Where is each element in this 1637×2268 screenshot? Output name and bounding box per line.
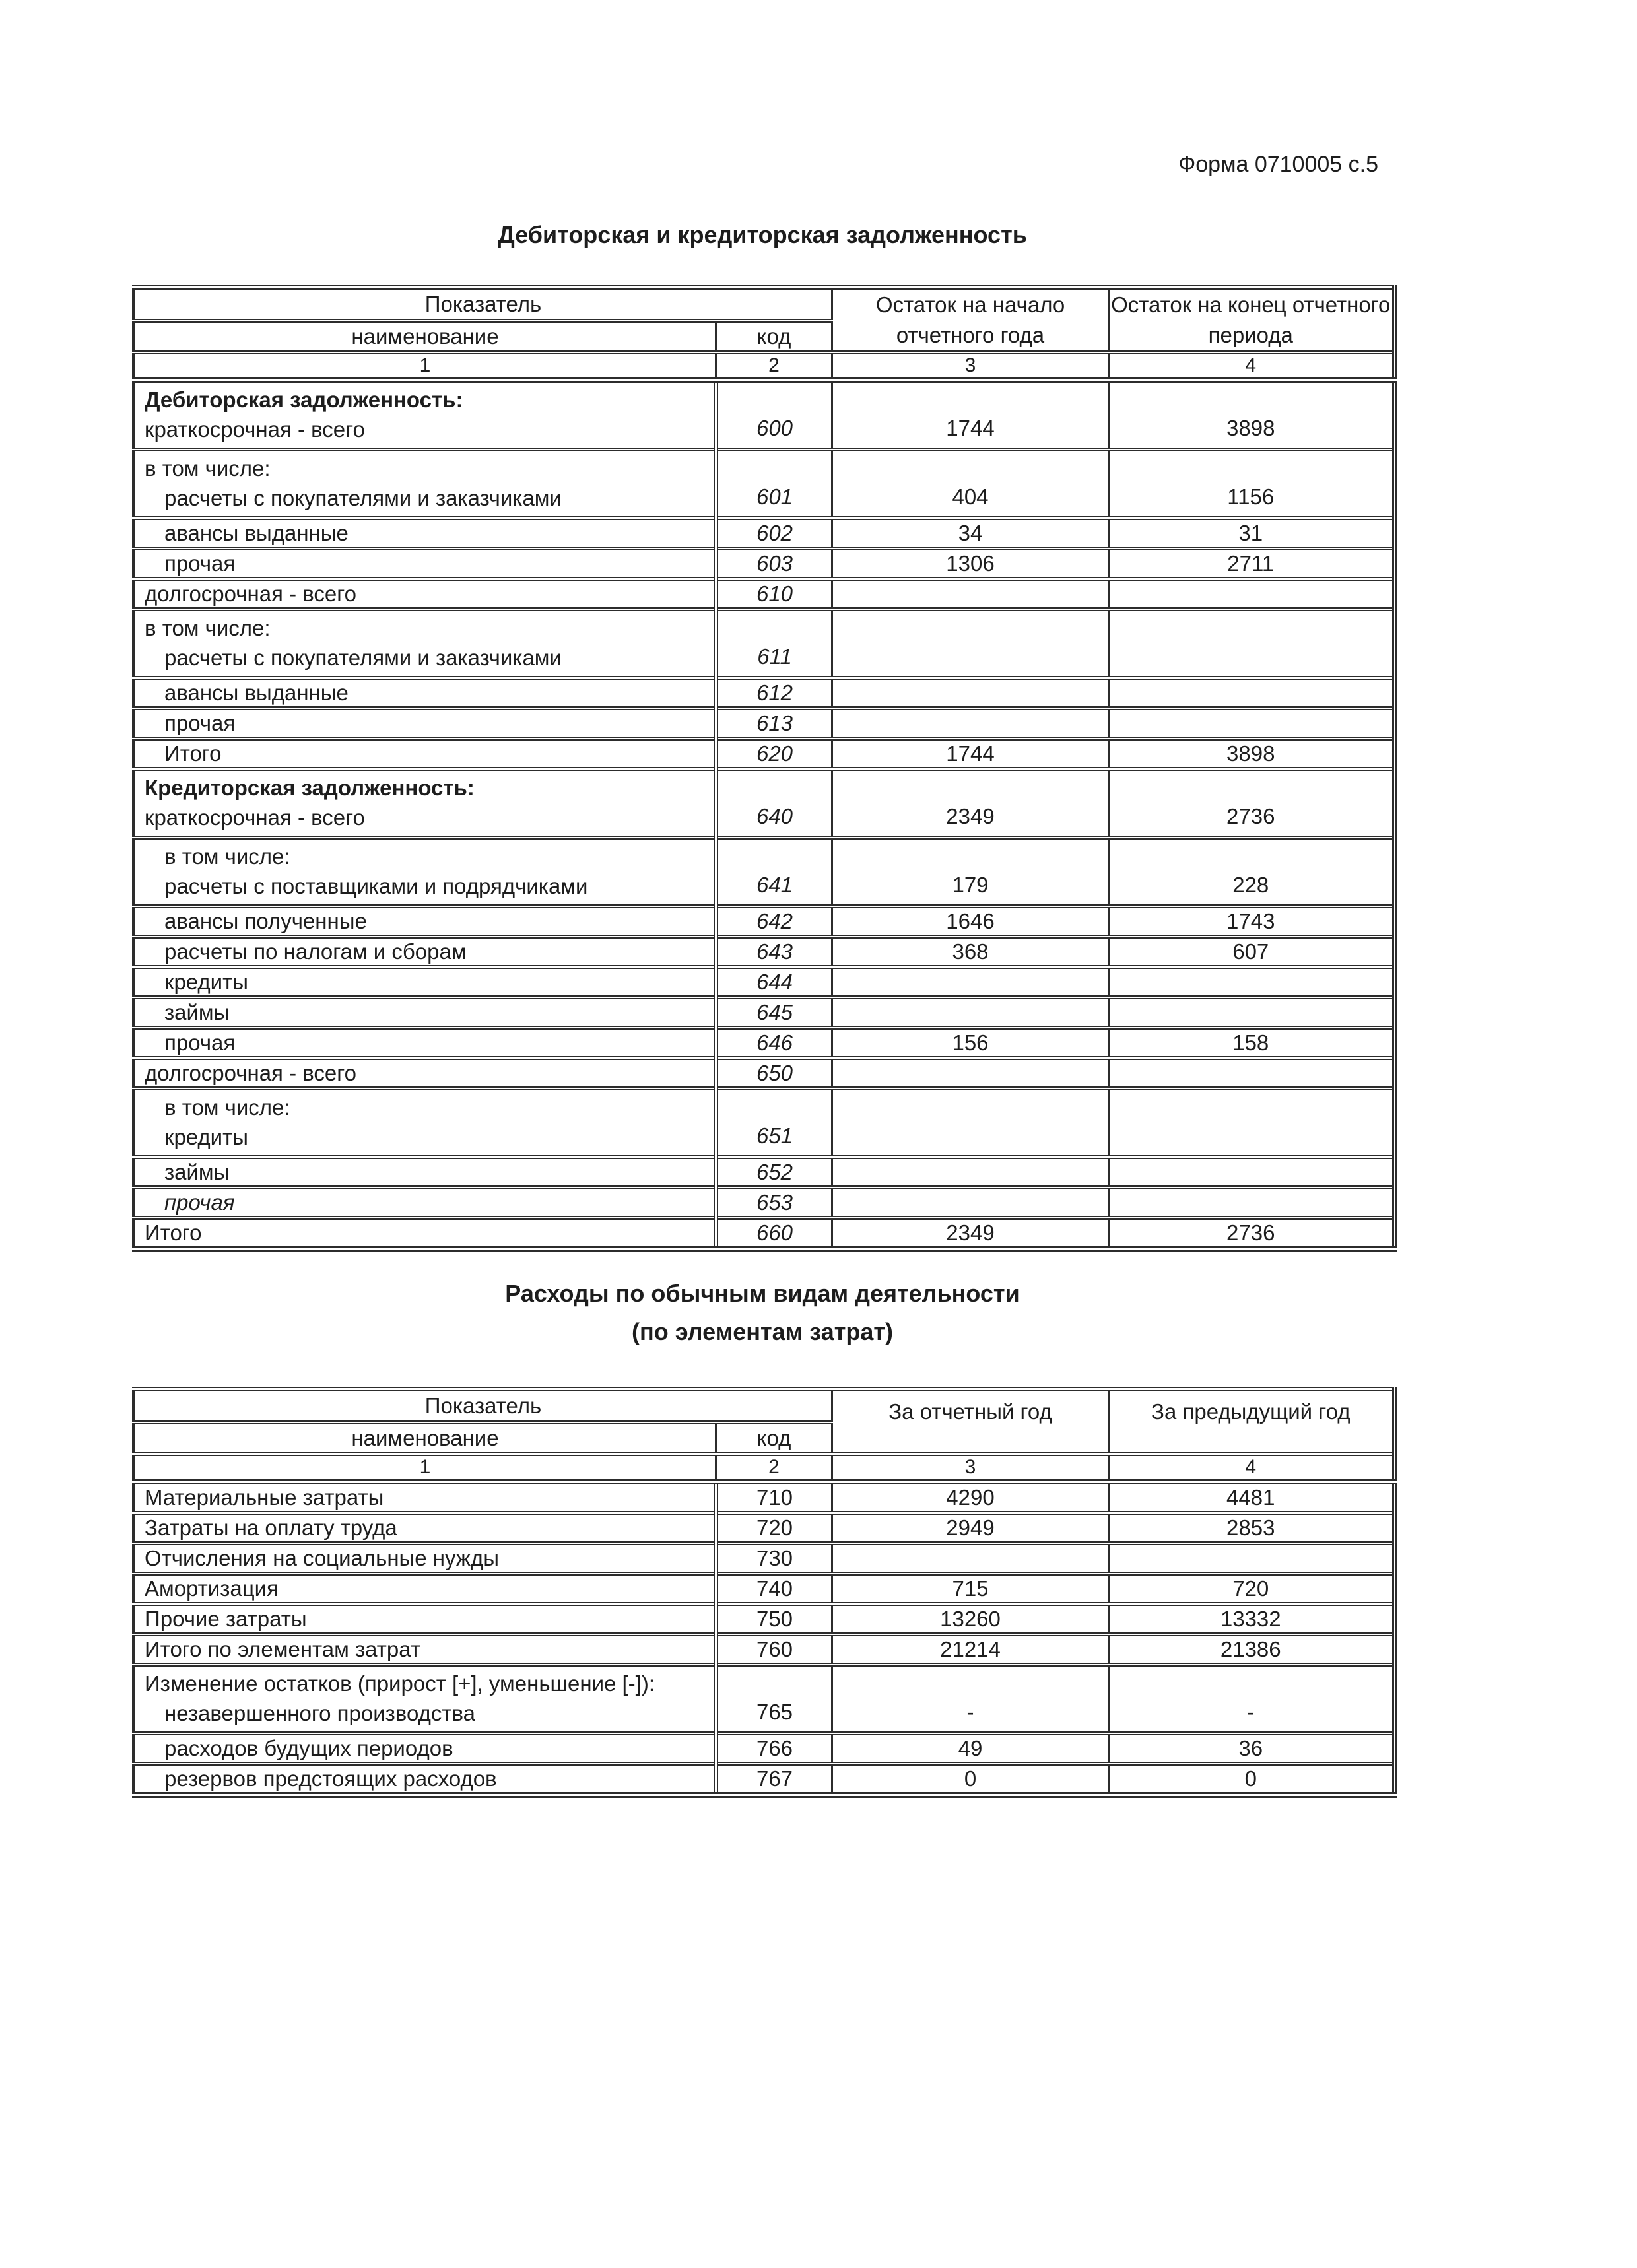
row-label-main-line: Затраты на оплату труда: [145, 1516, 397, 1540]
row-label: [134, 1543, 716, 1574]
row-label-main-line: авансы выданные: [164, 681, 349, 705]
row-value-col4: 607: [1109, 937, 1395, 967]
row-label: [134, 739, 716, 769]
row-value-col4: 1156: [1109, 450, 1395, 518]
row-value-col3: 1646: [832, 906, 1109, 937]
table-row: [134, 1482, 1395, 1514]
row-code: 652: [716, 1157, 832, 1187]
table-row: [134, 906, 1395, 937]
row-label-main-line: незавершенного производства: [164, 1701, 475, 1725]
row-label-main-line: Материальные затраты: [145, 1485, 384, 1510]
table-row: [134, 1764, 1395, 1795]
row-label: [134, 1634, 716, 1665]
row-label: [134, 1513, 716, 1543]
row-value-col3: 21214: [832, 1634, 1109, 1665]
table-row: [134, 937, 1395, 967]
row-code: 620: [716, 739, 832, 769]
row-value-col4: [1109, 997, 1395, 1028]
table1-header-name: наименование: [134, 321, 716, 352]
table2-colnum-3: 3: [832, 1454, 1109, 1482]
table-row: [134, 967, 1395, 997]
table-row: [134, 1574, 1395, 1604]
row-value-col4: [1109, 579, 1395, 609]
table-row: [134, 609, 1395, 678]
row-value-col3: [832, 997, 1109, 1028]
row-label-main-line: краткосрочная - всего: [145, 805, 365, 830]
row-value-col4: 158: [1109, 1028, 1395, 1058]
row-label-main-line: Отчисления на социальные нужды: [145, 1546, 499, 1570]
row-label-group-line: в том числе:: [164, 844, 290, 869]
table-row: [134, 1604, 1395, 1634]
row-value-col3: 34: [832, 518, 1109, 549]
table2-colnum-1: 1: [134, 1454, 716, 1482]
row-code: 651: [716, 1088, 832, 1157]
row-value-col3: [832, 967, 1109, 997]
row-label-main-line: расходов будущих периодов: [164, 1736, 453, 1760]
row-value-col3: [832, 579, 1109, 609]
row-value-col3: 156: [832, 1028, 1109, 1058]
row-label: [134, 967, 716, 997]
row-label-main-line: Итого: [145, 1220, 202, 1245]
row-label: [134, 609, 716, 678]
row-label-main-line: кредиты: [164, 1125, 248, 1149]
table1-title: Дебиторская и кредиторская задолженность: [498, 221, 1027, 248]
row-value-col3: [832, 1058, 1109, 1088]
row-label-main-line: кредиты: [164, 970, 248, 994]
table-row: [134, 708, 1395, 739]
row-value-col3: [832, 708, 1109, 739]
row-label: [134, 518, 716, 549]
table2-title-line1: Расходы по обычным видам деятельности: [505, 1280, 1020, 1307]
table-row: [134, 518, 1395, 549]
table-row: [134, 380, 1395, 450]
row-code: 642: [716, 906, 832, 937]
row-code: 650: [716, 1058, 832, 1088]
row-value-col3: [832, 1543, 1109, 1574]
row-label-main-line: прочая: [164, 551, 236, 576]
row-label: [134, 906, 716, 937]
table-row: [134, 1634, 1395, 1665]
table-row: [134, 1218, 1395, 1250]
row-code: 645: [716, 997, 832, 1028]
row-value-col4: 1743: [1109, 906, 1395, 937]
table1-header-closing-balance: Остаток на конец отчетного периода: [1109, 288, 1395, 353]
row-label-main-line: Итого по элементам затрат: [145, 1637, 420, 1661]
row-label: [134, 1187, 716, 1218]
row-value-col4: [1109, 1088, 1395, 1157]
form-number-label: Форма 0710005 с.5: [1178, 152, 1378, 177]
row-label-group-line: в том числе:: [145, 616, 271, 640]
row-code: 602: [716, 518, 832, 549]
row-code: 640: [716, 769, 832, 838]
row-label-main-line: Прочие затраты: [145, 1607, 307, 1631]
row-label: [134, 708, 716, 739]
table1-header-opening-balance: Остаток на начало отчетного года: [832, 288, 1109, 353]
row-label-group-line: Изменение остатков (прирост [+], уменьшение [-]):: [145, 1671, 655, 1696]
row-code: 613: [716, 708, 832, 739]
row-label-main-line: долгосрочная - всего: [145, 582, 356, 606]
table1-colnum-1: 1: [134, 352, 716, 380]
table-row: [134, 678, 1395, 708]
table2-title: [132, 1275, 1393, 1351]
table-row: [134, 450, 1395, 518]
row-label-main-line: Итого: [164, 741, 222, 766]
row-value-col4: 2711: [1109, 549, 1395, 579]
row-code: 641: [716, 838, 832, 906]
row-value-col3: [832, 678, 1109, 708]
table2-header: [134, 1389, 1395, 1482]
row-value-col4: 31: [1109, 518, 1395, 549]
table-row: [134, 1733, 1395, 1764]
row-value-col3: 4290: [832, 1482, 1109, 1514]
row-value-col4: [1109, 609, 1395, 678]
row-code: 612: [716, 678, 832, 708]
row-value-col3: [832, 1157, 1109, 1187]
row-value-col3: [832, 1088, 1109, 1157]
expenses-by-elements-table: [132, 1387, 1397, 1798]
row-code: 760: [716, 1634, 832, 1665]
row-code: 644: [716, 967, 832, 997]
row-value-col4: 228: [1109, 838, 1395, 906]
row-label: [134, 937, 716, 967]
table-row: [134, 838, 1395, 906]
row-label: [134, 1028, 716, 1058]
row-label-main-line: расчеты с поставщиками и подрядчиками: [164, 874, 588, 898]
table1-colnum-2: 2: [716, 352, 832, 380]
row-label: [134, 549, 716, 579]
row-code: 603: [716, 549, 832, 579]
table1-header-code: код: [716, 321, 832, 352]
row-value-col4: [1109, 1543, 1395, 1574]
table-row: [134, 1513, 1395, 1543]
row-code: 766: [716, 1733, 832, 1764]
table2-header-previous-year: За предыдущий год: [1109, 1389, 1395, 1455]
row-code: 646: [716, 1028, 832, 1058]
row-value-col4: 21386: [1109, 1634, 1395, 1665]
row-value-col4: 3898: [1109, 380, 1395, 450]
row-label-main-line: авансы выданные: [164, 521, 349, 545]
row-code: 611: [716, 609, 832, 678]
row-label: [134, 997, 716, 1028]
table-row: [134, 549, 1395, 579]
row-label: [134, 1058, 716, 1088]
row-label-main-line: резервов предстоящих расходов: [164, 1766, 497, 1791]
row-label-main-line: краткосрочная - всего: [145, 417, 365, 442]
row-value-col3: [832, 609, 1109, 678]
row-code: 601: [716, 450, 832, 518]
row-value-col3: 2349: [832, 769, 1109, 838]
row-label-main-line: прочая: [164, 1030, 236, 1055]
row-value-col4: [1109, 1187, 1395, 1218]
row-value-col4: 2736: [1109, 769, 1395, 838]
row-label: [134, 1665, 716, 1733]
table-row: [134, 1157, 1395, 1187]
row-label-main-line: долгосрочная - всего: [145, 1061, 356, 1085]
row-label-main-line: расчеты с покупателями и заказчиками: [164, 486, 562, 510]
row-value-col3: 1744: [832, 739, 1109, 769]
table2-header-name: наименование: [134, 1422, 716, 1454]
table-row: [134, 1543, 1395, 1574]
row-value-col4: 720: [1109, 1574, 1395, 1604]
row-label: [134, 1733, 716, 1764]
table1-header: [134, 288, 1395, 380]
row-label: [134, 450, 716, 518]
row-label: [134, 380, 716, 450]
row-code: 740: [716, 1574, 832, 1604]
row-label: [134, 579, 716, 609]
row-value-col3: 0: [832, 1764, 1109, 1795]
row-label: [134, 838, 716, 906]
row-code: 765: [716, 1665, 832, 1733]
table2-header-code: код: [716, 1422, 832, 1454]
table2-header-indicator: Показатель: [134, 1389, 832, 1423]
row-label: [134, 1157, 716, 1187]
row-value-col3: [832, 1187, 1109, 1218]
row-value-col3: 49: [832, 1733, 1109, 1764]
row-value-col4: [1109, 1058, 1395, 1088]
row-label: [134, 678, 716, 708]
row-value-col3: 404: [832, 450, 1109, 518]
table2-colnum-2: 2: [716, 1454, 832, 1482]
row-value-col3: 2349: [832, 1218, 1109, 1250]
row-value-col3: -: [832, 1665, 1109, 1733]
row-label-main-line: Амортизация: [145, 1576, 279, 1601]
table-row: [134, 997, 1395, 1028]
row-label: [134, 1088, 716, 1157]
row-value-col4: [1109, 708, 1395, 739]
row-value-col4: 2736: [1109, 1218, 1395, 1250]
row-value-col4: [1109, 1157, 1395, 1187]
row-label-main-line: авансы полученные: [164, 909, 367, 933]
row-code: 767: [716, 1764, 832, 1795]
row-value-col3: 2949: [832, 1513, 1109, 1543]
row-value-col4: 2853: [1109, 1513, 1395, 1543]
row-code: 643: [716, 937, 832, 967]
row-value-col4: [1109, 967, 1395, 997]
row-value-col4: 3898: [1109, 739, 1395, 769]
table2-header-reporting-year: За отчетный год: [832, 1389, 1109, 1455]
row-value-col4: [1109, 678, 1395, 708]
row-label: [134, 1604, 716, 1634]
row-value-col4: 0: [1109, 1764, 1395, 1795]
row-label-group-line: Кредиторская задолженность:: [145, 776, 475, 800]
row-label-main-line: прочая: [164, 711, 236, 735]
row-value-col3: 179: [832, 838, 1109, 906]
table1-header-indicator: Показатель: [134, 288, 832, 321]
row-label-main-line: расчеты по налогам и сборам: [164, 939, 467, 964]
row-label: [134, 1482, 716, 1514]
page-content: [132, 150, 1393, 1798]
table-row: [134, 769, 1395, 838]
row-label-main-line: прочая: [164, 1190, 235, 1215]
row-value-col3: 715: [832, 1574, 1109, 1604]
table-row: [134, 1187, 1395, 1218]
row-value-col3: 1306: [832, 549, 1109, 579]
row-value-col3: 1744: [832, 380, 1109, 450]
table2-body: [134, 1482, 1395, 1795]
table-row: [134, 1665, 1395, 1733]
row-value-col3: 13260: [832, 1604, 1109, 1634]
row-label: [134, 769, 716, 838]
table-row: [134, 739, 1395, 769]
row-code: 710: [716, 1482, 832, 1514]
row-value-col4: 36: [1109, 1733, 1395, 1764]
row-label-group-line: в том числе:: [164, 1095, 290, 1119]
row-label-main-line: займы: [164, 1160, 230, 1184]
row-code: 653: [716, 1187, 832, 1218]
table-row: [134, 1058, 1395, 1088]
table1-colnum-4: 4: [1109, 352, 1395, 380]
row-label: [134, 1574, 716, 1604]
row-label-main-line: займы: [164, 1000, 230, 1024]
row-code: 610: [716, 579, 832, 609]
row-code: 600: [716, 380, 832, 450]
table2-colnum-4: 4: [1109, 1454, 1395, 1482]
row-label-main-line: расчеты с покупателями и заказчиками: [164, 646, 562, 670]
row-code: 750: [716, 1604, 832, 1634]
table-row: [134, 1088, 1395, 1157]
row-label: [134, 1218, 716, 1250]
table-row: [134, 1028, 1395, 1058]
row-code: 720: [716, 1513, 832, 1543]
table-row: [134, 579, 1395, 609]
row-label: [134, 1764, 716, 1795]
receivables-payables-table: [132, 285, 1397, 1252]
row-code: 660: [716, 1218, 832, 1250]
table2-title-line2: (по элементам затрат): [631, 1318, 894, 1345]
row-value-col4: 13332: [1109, 1604, 1395, 1634]
row-label-group-line: Дебиторская задолженность:: [145, 387, 463, 412]
table1-colnum-3: 3: [832, 352, 1109, 380]
row-code: 730: [716, 1543, 832, 1574]
table1-body: [134, 380, 1395, 1250]
row-value-col4: 4481: [1109, 1482, 1395, 1514]
row-label-group-line: в том числе:: [145, 456, 271, 481]
row-value-col4: -: [1109, 1665, 1395, 1733]
row-value-col3: 368: [832, 937, 1109, 967]
